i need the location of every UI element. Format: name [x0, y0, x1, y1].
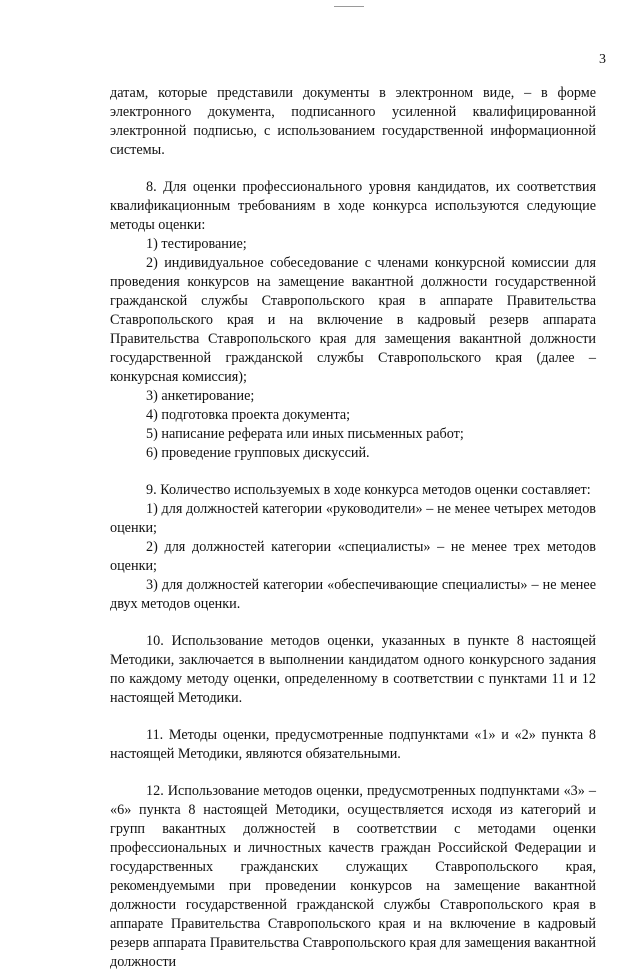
page-number: 3: [599, 52, 606, 67]
paragraph-9-item-2: 2) для должностей категории «специалисты» – не менее трех методов оценки;: [110, 539, 596, 574]
paragraph-8-item-5: 5) написание реферата или иных письменных работ;: [146, 426, 464, 442]
paragraph-8-item-4: 4) подготовка проекта документа;: [146, 407, 351, 423]
top-scan-mark: [334, 6, 364, 7]
paragraph-9-item-3: 3) для должностей категории «обеспечивающие специалисты» – не менее двух методов оценки.: [110, 577, 596, 612]
document-body: [110, 84, 596, 972]
paragraph-continuation: датам, которые представили документы в электронном виде, – в форме электронного документа, подписанного усиленной квалифицированной электронной подписью, с использованием государственной информационной системы.: [110, 85, 596, 158]
paragraph-10: 10. Использование методов оценки, указанных в пункте 8 настоящей Методики, заключается в выполнении кандидатом одного конкурсного задания по каждому методу оценки, определенному в соответствии с пунктами 11 и 12 настоящей Методики.: [110, 633, 596, 706]
paragraph-9: 9. Количество используемых в ходе конкурса методов оценки составляет:: [146, 482, 591, 498]
paragraph-8: 8. Для оценки профессионального уровня кандидатов, их соответствия квалификационным требованиям в ходе конкурса используются следующие методы оценки:: [110, 179, 596, 233]
paragraph-12: 12. Использование методов оценки, предусмотренных подпунктами «3» – «6» пункта 8 настоящей Методики, осуществляется исходя из категорий и групп вакантных должностей в соответствии с методами оценки профессиональных и личностных качеств граждан Российской Федерации и государственных гражданских служащих Ставропольского края, рекомендуемыми при проведении конкурсов на замещение вакантной должности государственной гражданской службы Ставропольского края в аппарате Правительства Ставропольского края и на включение в кадровый резерв аппарата Правительства Ставропольского края для замещения вакантной должности: [110, 783, 596, 970]
paragraph-8-item-1: 1) тестирование;: [146, 236, 247, 252]
paragraph-8-item-3: 3) анкетирование;: [146, 388, 255, 404]
paragraph-8-item-6: 6) проведение групповых дискуссий.: [146, 445, 370, 461]
paragraph-9-item-1: 1) для должностей категории «руководители» – не менее четырех методов оценки;: [110, 501, 596, 536]
paragraph-11: 11. Методы оценки, предусмотренные подпунктами «1» и «2» пункта 8 настоящей Методики, являются обязательными.: [110, 727, 596, 762]
paragraph-8-item-2: 2) индивидуальное собеседование с членами конкурсной комиссии для проведения конкурсов на замещение вакантной должности государственной гражданской службы Ставропольского края в аппарате Правительства Ставропольского края и на включение в кадровый резерв аппарата Правительства Ставропольского края для замещения вакантной должности государственной гражданской службы Ставропольского края (далее – конкурсная комиссия);: [110, 255, 596, 385]
